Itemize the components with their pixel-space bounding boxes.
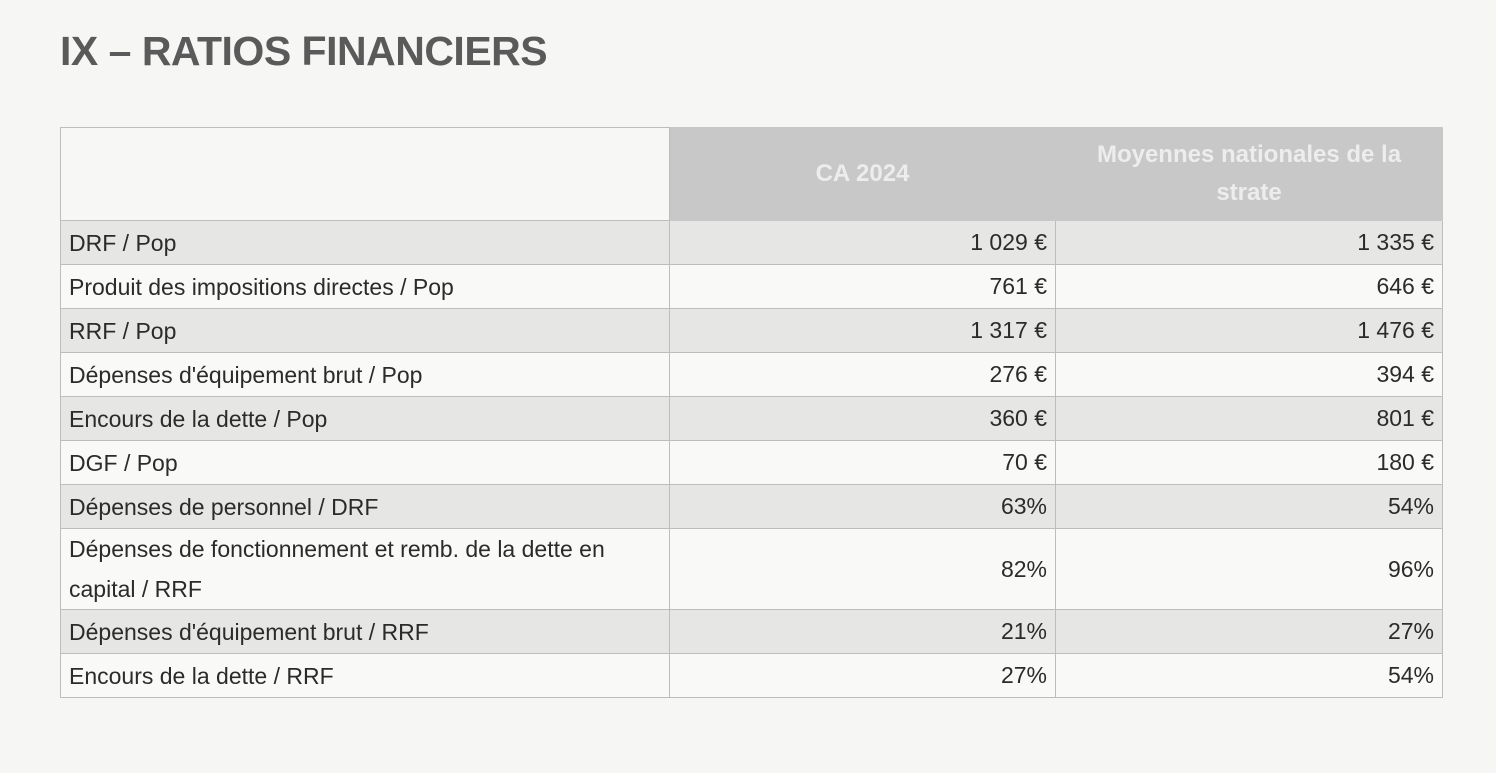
ca-value: 761 € bbox=[670, 265, 1056, 309]
row-label: Encours de la dette / Pop bbox=[61, 397, 670, 441]
table-row bbox=[61, 441, 1443, 485]
row-label: Dépenses d'équipement brut / Pop bbox=[61, 353, 670, 397]
average-value: 801 € bbox=[1056, 397, 1443, 441]
header-national-average: Moyennes nationales de la strate bbox=[1056, 128, 1443, 221]
table-row bbox=[61, 221, 1443, 265]
header-ca-2024: CA 2024 bbox=[670, 128, 1056, 221]
ca-value: 70 € bbox=[670, 441, 1056, 485]
average-value: 1 335 € bbox=[1056, 221, 1443, 265]
row-label: Encours de la dette / RRF bbox=[61, 654, 670, 698]
table-row bbox=[61, 610, 1443, 654]
table-row bbox=[61, 529, 1443, 610]
row-label: Dépenses d'équipement brut / RRF bbox=[61, 610, 670, 654]
ca-value: 276 € bbox=[670, 353, 1056, 397]
average-value: 54% bbox=[1056, 485, 1443, 529]
average-value: 96% bbox=[1056, 529, 1443, 610]
ca-value: 1 029 € bbox=[670, 221, 1056, 265]
table-row bbox=[61, 397, 1443, 441]
ca-value: 21% bbox=[670, 610, 1056, 654]
table-header-row bbox=[61, 128, 1443, 221]
ca-value: 1 317 € bbox=[670, 309, 1056, 353]
average-value: 27% bbox=[1056, 610, 1443, 654]
average-value: 1 476 € bbox=[1056, 309, 1443, 353]
ca-value: 82% bbox=[670, 529, 1056, 610]
table-row bbox=[61, 265, 1443, 309]
table-row bbox=[61, 485, 1443, 529]
average-value: 54% bbox=[1056, 654, 1443, 698]
row-label: Produit des impositions directes / Pop bbox=[61, 265, 670, 309]
row-label: Dépenses de personnel / DRF bbox=[61, 485, 670, 529]
ca-value: 63% bbox=[670, 485, 1056, 529]
average-value: 180 € bbox=[1056, 441, 1443, 485]
average-value: 394 € bbox=[1056, 353, 1443, 397]
header-empty-cell bbox=[61, 128, 670, 221]
ca-value: 27% bbox=[670, 654, 1056, 698]
row-label: DRF / Pop bbox=[61, 221, 670, 265]
page-title: IX – RATIOS FINANCIERS bbox=[60, 28, 548, 74]
table-row bbox=[61, 654, 1443, 698]
table-row bbox=[61, 353, 1443, 397]
financial-ratios-table bbox=[60, 127, 1443, 698]
row-label: DGF / Pop bbox=[61, 441, 670, 485]
table-row bbox=[61, 309, 1443, 353]
row-label: Dépenses de fonctionnement et remb. de la dette en capital / RRF bbox=[61, 529, 670, 610]
ca-value: 360 € bbox=[670, 397, 1056, 441]
row-label: RRF / Pop bbox=[61, 309, 670, 353]
average-value: 646 € bbox=[1056, 265, 1443, 309]
